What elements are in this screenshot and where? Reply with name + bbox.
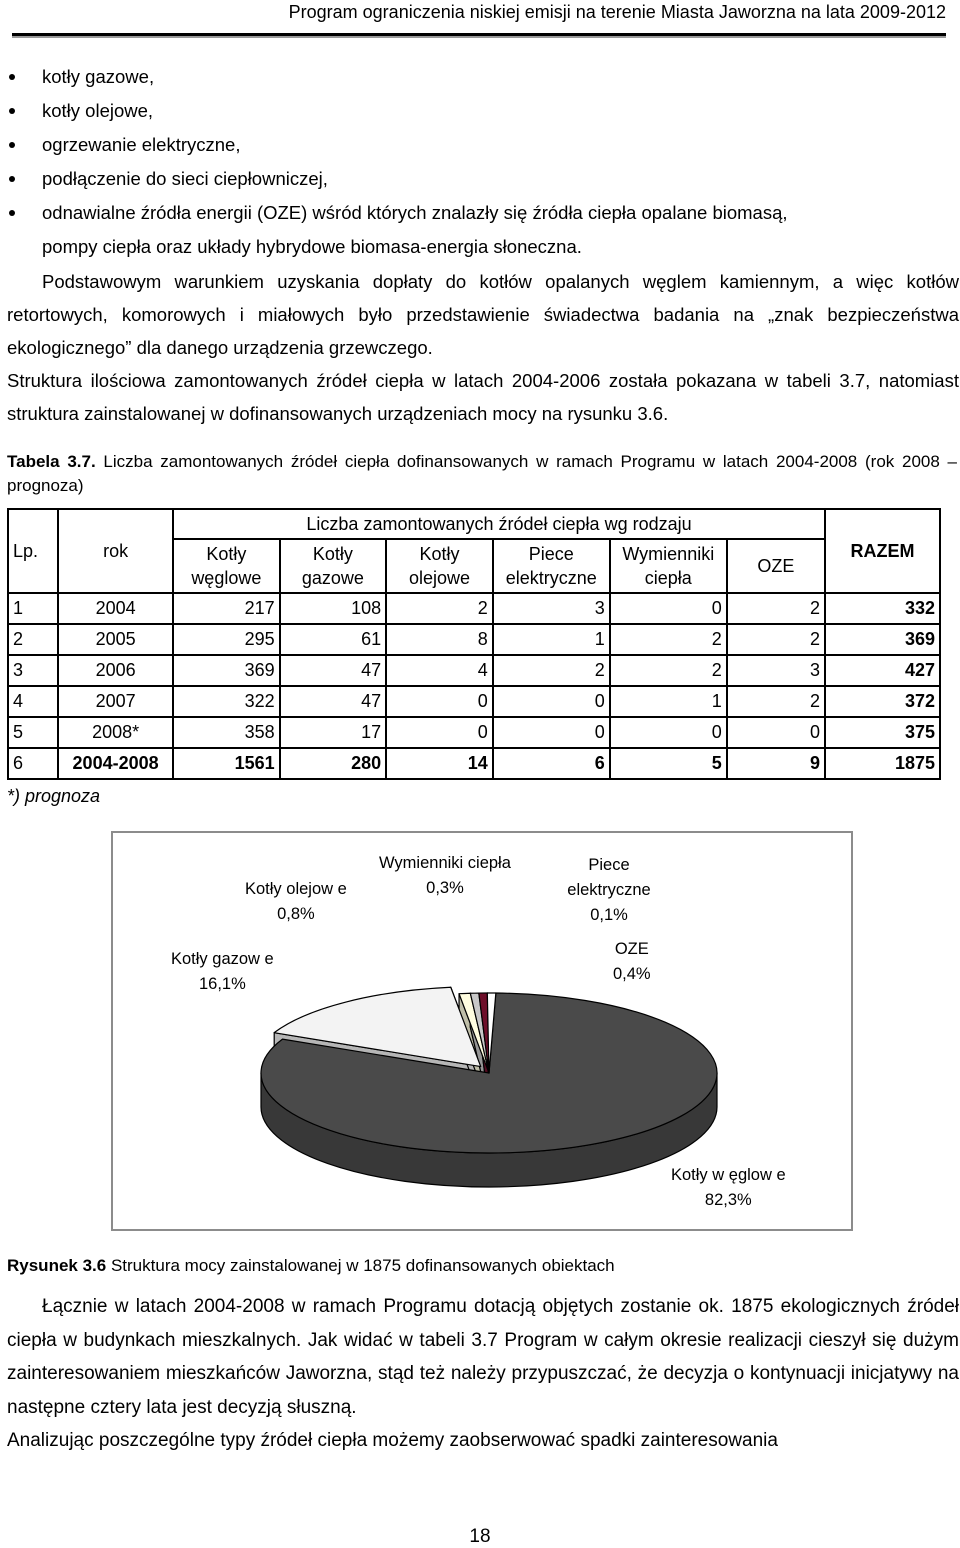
header-lp: Lp. bbox=[8, 509, 58, 593]
table-cell: 0 bbox=[386, 717, 493, 748]
bullet-icon bbox=[9, 176, 15, 182]
list-item: kotły gazowe, bbox=[0, 60, 960, 94]
table-cell: 9 bbox=[727, 748, 825, 779]
table-cell: 3 bbox=[8, 655, 58, 686]
bullet-icon bbox=[9, 108, 15, 114]
table-cell: 0 bbox=[610, 593, 727, 624]
table-cell: 0 bbox=[386, 686, 493, 717]
table-cell: 2005 bbox=[58, 624, 173, 655]
table-cell: 2004-2008 bbox=[58, 748, 173, 779]
header-col: Piece elektryczne bbox=[493, 539, 610, 593]
header-col: Wymienniki ciepła bbox=[610, 539, 727, 593]
table-cell: 369 bbox=[173, 655, 280, 686]
header-rok: rok bbox=[58, 509, 173, 593]
table-cell: 372 bbox=[825, 686, 940, 717]
table-cell: 4 bbox=[386, 655, 493, 686]
page-header: Program ograniczenia niskiej emisji na terenie Miasta Jaworzna na lata 2009-2012 bbox=[288, 2, 946, 22]
table-cell: 0 bbox=[610, 717, 727, 748]
table-cell: 4 bbox=[8, 686, 58, 717]
table-cell: 427 bbox=[825, 655, 940, 686]
figure-caption-label: Rysunek 3.6 bbox=[7, 1256, 107, 1275]
table-cell: 369 bbox=[825, 624, 940, 655]
table-cell: 2 bbox=[8, 624, 58, 655]
bullet-icon bbox=[9, 74, 15, 80]
table-cell: 47 bbox=[280, 686, 387, 717]
list-item-continuation: pompy ciepła oraz układy hybrydowe biomasa-energia słoneczna. bbox=[42, 236, 582, 257]
table-cell: 358 bbox=[173, 717, 280, 748]
table-cell: 61 bbox=[280, 624, 387, 655]
pie-label-oze: OZE 0,4% bbox=[613, 940, 651, 983]
table-cell: 375 bbox=[825, 717, 940, 748]
table-cell: 2 bbox=[610, 655, 727, 686]
table-cell: 2 bbox=[493, 655, 610, 686]
table-row bbox=[8, 593, 940, 624]
table-cell: 0 bbox=[727, 717, 825, 748]
table-cell: 6 bbox=[493, 748, 610, 779]
table-cell: 14 bbox=[386, 748, 493, 779]
table-footnote: *) prognoza bbox=[7, 786, 101, 806]
table-cell: 0 bbox=[493, 717, 610, 748]
table-row bbox=[8, 686, 940, 717]
table-cell: 2004 bbox=[58, 593, 173, 624]
paragraph: Analizując poszczególne typy źródeł ciepła możemy zaobserwować spadki zainteresowania bbox=[7, 1430, 778, 1451]
list-item: kotły olejowe, bbox=[0, 94, 960, 128]
pie-label-gazowe: Kotły gazow e 16,1% bbox=[171, 950, 274, 993]
table-cell: 3 bbox=[493, 593, 610, 624]
table-cell: 322 bbox=[173, 686, 280, 717]
table-cell: 5 bbox=[610, 748, 727, 779]
table-cell: 2 bbox=[727, 593, 825, 624]
table-cell: 2006 bbox=[58, 655, 173, 686]
table-caption bbox=[7, 450, 957, 498]
table-cell: 295 bbox=[173, 624, 280, 655]
table-cell: 47 bbox=[280, 655, 387, 686]
header-razem: RAZEM bbox=[825, 509, 940, 593]
figure-caption bbox=[7, 1256, 615, 1276]
table-cell: 332 bbox=[825, 593, 940, 624]
paragraph: Podstawowym warunkiem uzyskania dopłaty do kotłów opalanych węglem kamiennym, a więc kotłów retortowych, komorowych i miałowych było przedstawienie świadectwa badania na „znak bezpieczeństwa ekologicznego” dla danego urządzenia grzewczego. bbox=[7, 271, 959, 358]
table-cell: 5 bbox=[8, 717, 58, 748]
header-col: OZE bbox=[727, 539, 825, 593]
table-row bbox=[8, 717, 940, 748]
page-number: 18 bbox=[469, 1526, 491, 1547]
table-cell: 2 bbox=[386, 593, 493, 624]
figure-caption-text: Struktura mocy zainstalowanej w 1875 dofinansowanych obiektach bbox=[106, 1256, 615, 1275]
table-cell: 6 bbox=[8, 748, 58, 779]
bullet-icon bbox=[9, 142, 15, 148]
header-col: Kotły olejowe bbox=[386, 539, 493, 593]
pie-label-olejowe: Kotły olejow e 0,8% bbox=[245, 880, 347, 923]
body-text-1 bbox=[7, 265, 959, 430]
table-caption-label: Tabela 3.7. bbox=[7, 452, 96, 471]
bullet-icon bbox=[9, 210, 15, 216]
sources-table bbox=[7, 508, 941, 780]
table-cell: 1 bbox=[610, 686, 727, 717]
pie-label-wymienniki: Wymienniki ciepła 0,3% bbox=[379, 854, 511, 897]
table-cell: 1 bbox=[493, 624, 610, 655]
list-item: podłączenie do sieci ciepłowniczej, bbox=[0, 162, 960, 196]
table-cell: 3 bbox=[727, 655, 825, 686]
table-cell: 108 bbox=[280, 593, 387, 624]
table-cell: 217 bbox=[173, 593, 280, 624]
list-item: odnawialne źródła energii (OZE) wśród których znalazły się źródła ciepła opalane biomasą, pompy ciepła oraz układy hybrydowe biomasa-energia słoneczna. bbox=[0, 196, 960, 264]
bullet-list bbox=[0, 60, 960, 264]
table-cell: 8 bbox=[386, 624, 493, 655]
table-cell: 17 bbox=[280, 717, 387, 748]
paragraph: Struktura ilościowa zamontowanych źródeł ciepła w latach 2004-2006 została pokazana w tabeli 3.7, natomiast struktura zainstalowanej w dofinansowanych urządzeniach mocy na rysunku 3.6. bbox=[7, 370, 959, 424]
pie-label-piece: Piece elektryczne 0,1% bbox=[567, 856, 651, 924]
table-cell: 1 bbox=[8, 593, 58, 624]
table-cell: 1561 bbox=[173, 748, 280, 779]
table-cell: 2 bbox=[610, 624, 727, 655]
table-cell: 2 bbox=[727, 624, 825, 655]
table-cell: 2 bbox=[727, 686, 825, 717]
body-text-2 bbox=[7, 1290, 959, 1458]
table-row bbox=[8, 624, 940, 655]
table-cell: 2007 bbox=[58, 686, 173, 717]
pie-chart bbox=[111, 831, 853, 1231]
table-cell: 280 bbox=[280, 748, 387, 779]
paragraph: Łącznie w latach 2004-2008 w ramach Programu dotacją objętych zostanie ok. 1875 ekologicznych źródeł ciepła w budynkach mieszkalnych. Jak widać w tabeli 3.7 Program w całym okresie realizacji cieszył się dużym zainteresowaniem mieszkańców Jaworzna, stąd też należy przypuszczać, że decyzja o kontynuacji inicjatywy na następne cztery lata jest decyzją słuszną. bbox=[7, 1296, 959, 1418]
table-caption-text: Liczba zamontowanych źródeł ciepła dofinansowanych w ramach Programu w latach 2004-2008 (rok 2008 – prognoza) bbox=[7, 452, 957, 495]
table-cell: 1875 bbox=[825, 748, 940, 779]
header-group: Liczba zamontowanych źródeł ciepła wg rodzaju bbox=[173, 509, 825, 539]
table-cell: 2008* bbox=[58, 717, 173, 748]
header-rule bbox=[12, 33, 946, 36]
header-col: Kotły gazowe bbox=[280, 539, 387, 593]
header-col: Kotły węglowe bbox=[173, 539, 280, 593]
table-cell: 0 bbox=[493, 686, 610, 717]
pie-label-weglowe: Kotły w ęglow e 82,3% bbox=[671, 1166, 786, 1209]
table-row bbox=[8, 655, 940, 686]
list-item: ogrzewanie elektryczne, bbox=[0, 128, 960, 162]
table-row bbox=[8, 748, 940, 779]
